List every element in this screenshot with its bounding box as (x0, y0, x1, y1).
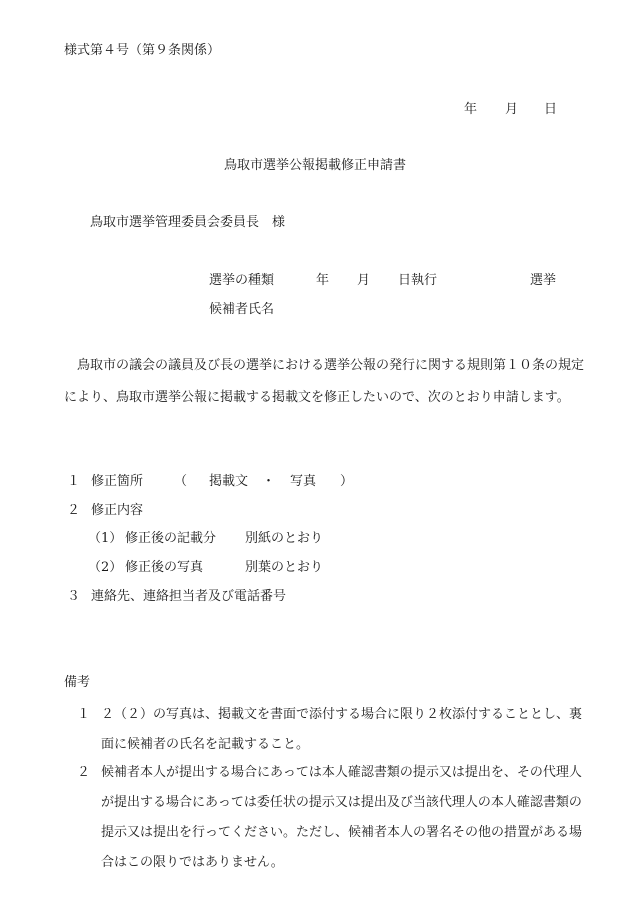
date-year: 年 (464, 102, 478, 117)
item-label: 連絡先、連絡担当者及び電話番号 (91, 589, 287, 604)
remark-number: ２ (77, 765, 91, 780)
sub-item-number: （2） (88, 560, 123, 575)
item-number: １ (67, 474, 81, 489)
item-number: ３ (67, 589, 81, 604)
sub-item-label: 修正後の記載分 (125, 531, 217, 546)
sub-item-value: 別葉のとおり (245, 560, 324, 575)
close-paren: ） (340, 474, 354, 489)
remarks-heading: 備考 (64, 675, 91, 690)
body-text: 鳥取市の議会の議員及び長の選挙における選挙公報の発行に関する規則第１０条の規定により、鳥取市選挙公報に掲載する掲載文を修正したいので、次のとおり申請します。 (64, 358, 585, 405)
remark-note (77, 758, 587, 878)
item-number: ２ (67, 503, 81, 518)
sub-item-number: （1） (88, 531, 123, 546)
sub-item-label: 修正後の写真 (125, 560, 204, 575)
remark-text: ２（２）の写真は、掲載文を書面で添付する場合に限り２枚添付することとし、裏面に候補者の氏名を記載すること。 (101, 707, 583, 752)
election-month: 月 (357, 273, 371, 288)
remark-text: 候補者本人が提出する場合にあっては本人確認書類の提示又は提出を、その代理人が提出する場合にあっては委任状の提示又は提出及び当該代理人の本人確認書類の提示又は提出を行ってください。ただし、候補者本人の署名その他の措置がある場合はこの限りではありません。 (101, 765, 583, 870)
election-suffix: 選挙 (530, 273, 557, 288)
option-photo: 写真 (290, 474, 317, 489)
remark-number: １ (77, 707, 91, 722)
document-title: 鳥取市選挙公報掲載修正申請書 (224, 158, 407, 173)
sub-item-value: 別紙のとおり (245, 531, 324, 546)
candidate-name-label: 候補者氏名 (209, 302, 275, 317)
election-day-held: 日執行 (398, 273, 438, 288)
addressee: 鳥取市選挙管理委員会委員長 様 (90, 215, 286, 230)
open-paren: （ (174, 474, 188, 489)
item-label: 修正箇所 (91, 474, 144, 489)
election-kind-label: 選挙の種類 (209, 273, 275, 288)
item-label: 修正内容 (91, 503, 144, 518)
form-number: 様式第４号（第９条関係） (64, 43, 221, 58)
option-text: 掲載文 (209, 474, 249, 489)
date-month: 月 (505, 102, 519, 117)
separator: ・ (262, 474, 276, 489)
date-day: 日 (544, 102, 558, 117)
election-year: 年 (316, 273, 330, 288)
remark-note (77, 700, 587, 760)
